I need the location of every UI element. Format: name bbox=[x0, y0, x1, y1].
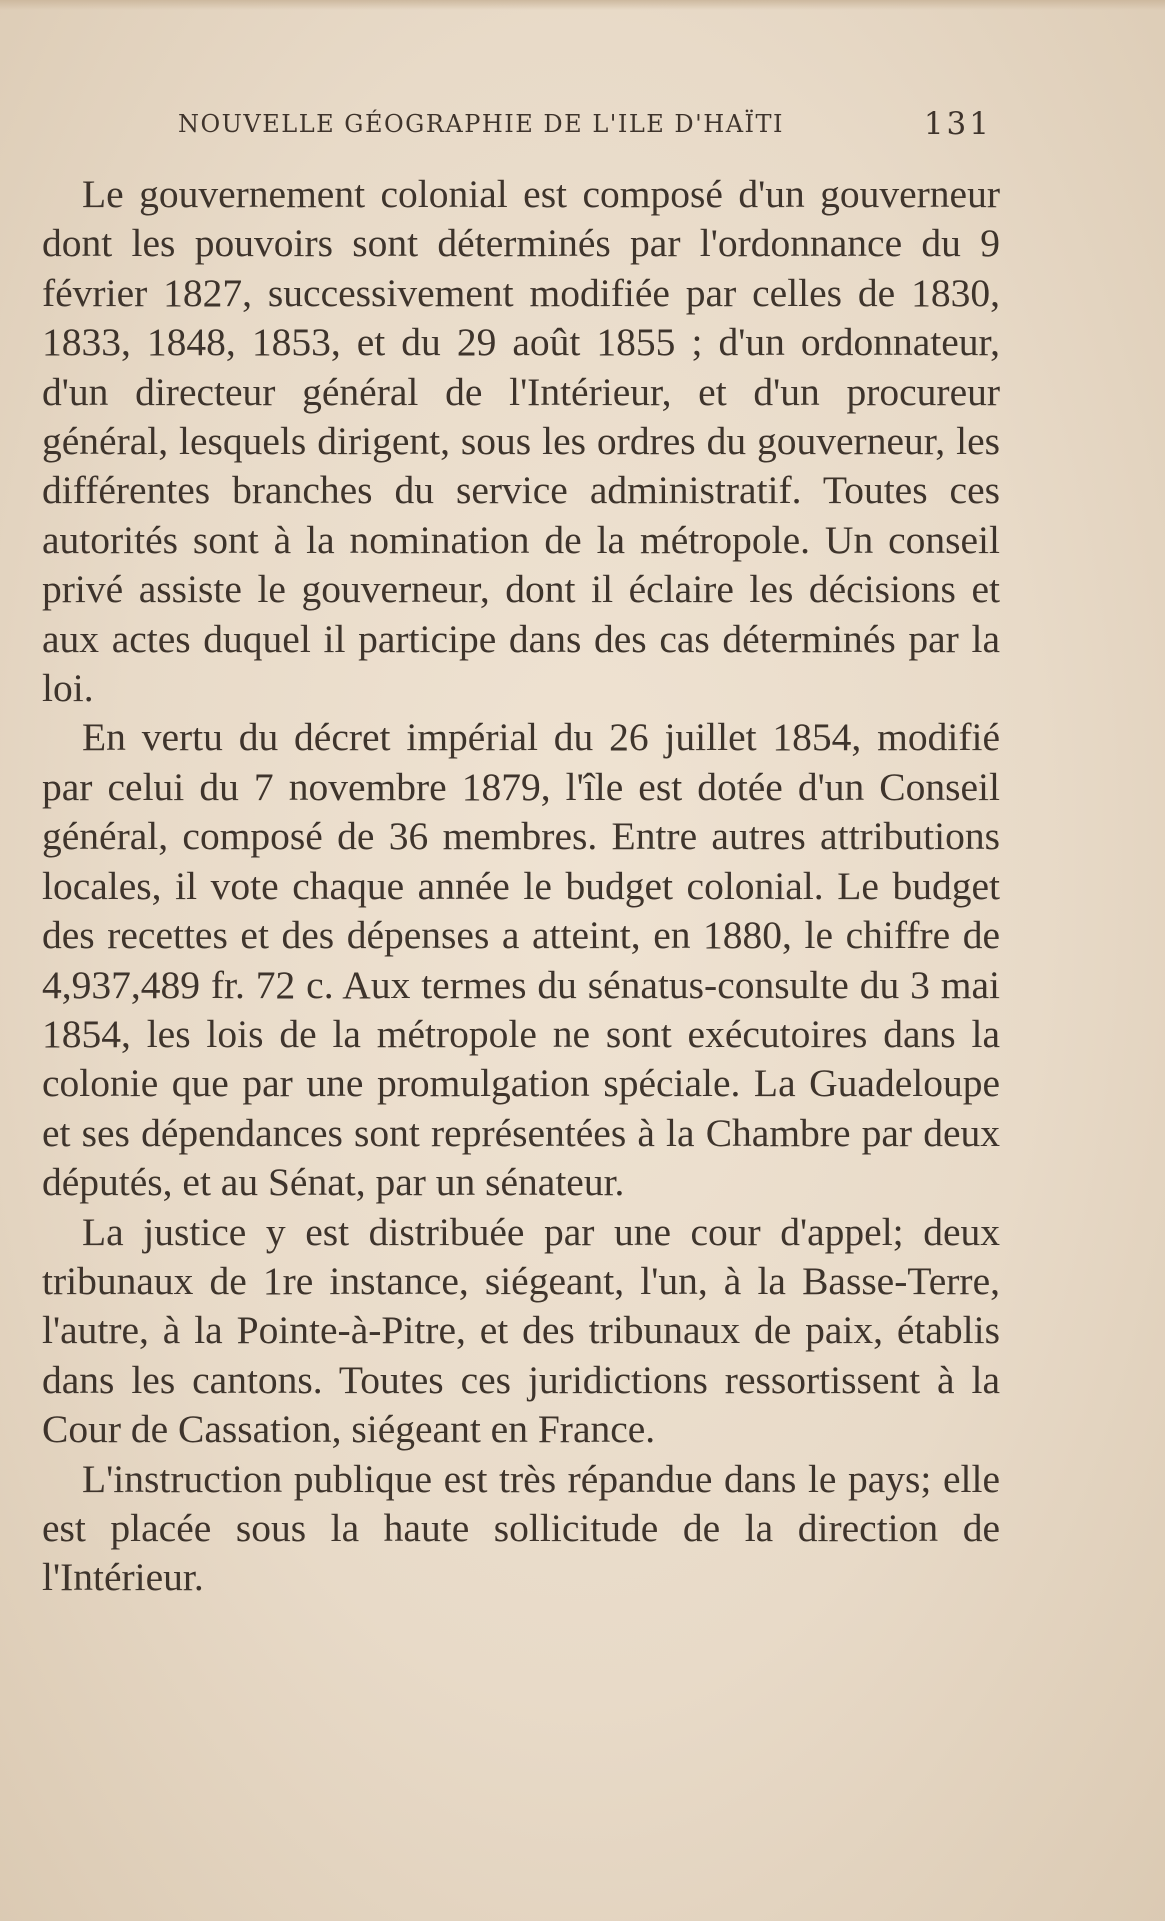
page-header bbox=[178, 106, 998, 146]
running-head: NOUVELLE GÉOGRAPHIE DE L'ILE D'HAÏTI bbox=[178, 110, 784, 138]
body-text bbox=[42, 170, 1000, 1603]
page-number: 131 bbox=[923, 106, 992, 142]
paragraph-government: Le gouvernement colonial est composé d'un gouverneur dont les pouvoirs sont déterminés par l'ordonnance du 9 février 1827, successivement modifiée par celles de 1830, 1833, 1848, 1853, et du 29 août 1855 ; d'un ordonnateur, d'un directeur général de l'Intérieur, et d'un procureur général, lesquels dirigent, sous les ordres du gouverneur, les différentes branches du service administratif. Toutes ces autorités sont à la nomination de la métropole. Un conseil privé assiste le gouverneur, dont il éclaire les décisions et aux actes duquel il participe dans des cas déterminés par la loi. bbox=[42, 172, 1000, 711]
page-edge bbox=[0, 0, 1165, 10]
paragraph-justice: La justice y est distribuée par une cour d'appel; deux tribunaux de 1re instance, siégeant, l'un, à la Basse-Terre, l'autre, à la Pointe-à-Pitre, et des tribunaux de paix, établis dans les cantons. Toutes ces juridictions ressortissent à la Cour de Cassation, siégeant en France. bbox=[42, 1209, 1000, 1452]
paragraph-general-council: En vertu du décret impérial du 26 juillet 1854, modifié par celui du 7 novembre 1879, l'île est dotée d'un Conseil général, composé de 36 membres. Entre autres attributions locales, il vote chaque année le budget colonial. Le budget des recettes et des dépenses a atteint, en 1880, le chiffre de 4,937,489 fr. 72 c. Aux termes du sénatus-consulte du 3 mai 1854, les lois de la métropole ne sont exécutoires dans la colonie que par une promulgation spéciale. La Guadeloupe et ses dépendances sont représentées à la Chambre par deux députés, et au Sénat, par un sénateur. bbox=[42, 715, 1000, 1205]
paragraph-public-instruction: L'instruction publique est très répandue dans le pays; elle est placée sous la haute sollicitude de la direction de l'Intérieur. bbox=[42, 1456, 1000, 1600]
